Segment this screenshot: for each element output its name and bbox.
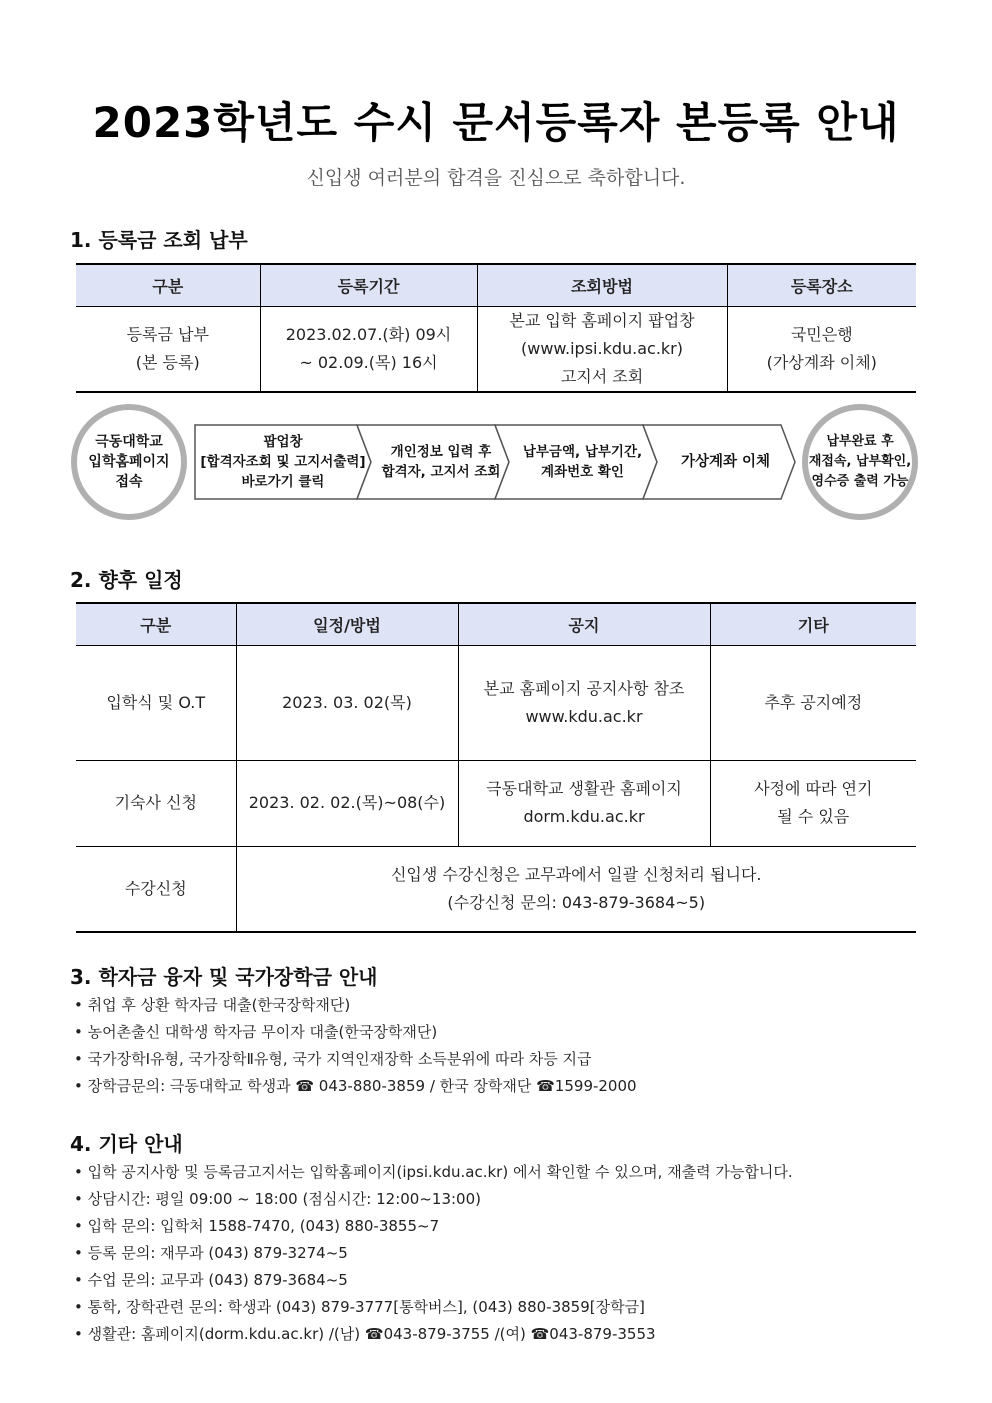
cell-type: 수강신청 (76, 846, 236, 932)
list-item: • 농어촌출신 대학생 학자금 무이자 대출(한국장학재단) (74, 1023, 438, 1041)
page-subtitle: 신입생 여러분의 합격을 진심으로 축하합니다. (306, 167, 686, 189)
list-item: • 국가장학Ⅰ유형, 국가장학Ⅱ유형, 국가 지역인재장학 소득분위에 따라 차등 지급 (74, 1050, 592, 1068)
flow-start-label: 극동대학교 입학홈페이지 접속 (88, 434, 170, 490)
flow-step2-label: 개인정보 입력 후 합격자, 고지서 조회 (381, 444, 501, 480)
flow-step1-label: 팝업창 [합격자조회 및 고지서출력] 바로가기 클릭 (200, 434, 366, 490)
cell-date: 2023. 03. 02(목) (236, 645, 458, 760)
cell-type: 등록금 납부 (본 등록) (76, 306, 260, 392)
cell-period: 2023.02.07.(화) 09시 ~ 02.09.(목) 16시 (260, 306, 477, 392)
page-title: 2023학년도 수시 문서등록자 본등록 안내 (92, 98, 900, 147)
section3-heading: 3. 학자금 융자 및 국가장학금 안내 (70, 965, 378, 989)
list-item: • 등록 문의: 재무과 (043) 879-3274~5 (74, 1244, 348, 1262)
scholarship-list (74, 992, 637, 1100)
header-schedule: 일정/방법 (236, 603, 458, 645)
header-period: 등록기간 (260, 264, 477, 306)
section2-heading: 2. 향후 일정 (70, 568, 183, 592)
cell-course-info: 신입생 수강신청은 교무과에서 일괄 신청처리 됩니다. (수강신청 문의: 043-879-3684~5) (236, 846, 916, 932)
list-item: • 상담시간: 평일 09:00 ~ 18:00 (점심시간: 12:00~13:00) (74, 1190, 481, 1208)
table-row (76, 645, 916, 760)
list-item: • 취업 후 상환 학자금 대출(한국장학재단) (74, 996, 351, 1014)
header-etc: 기타 (710, 603, 916, 645)
header-method: 조회방법 (477, 264, 727, 306)
cell-type: 기숙사 신청 (76, 760, 236, 846)
header-place: 등록장소 (727, 264, 916, 306)
payment-flow (70, 400, 920, 525)
flow-end-label: 납부완료 후 재접속, 납부확인, 영수증 출력 가능 (808, 434, 912, 489)
list-item: • 장학금문의: 극동대학교 학생과 ☎ 043-880-3859 / 한국 장학재단 ☎1599-2000 (74, 1077, 637, 1095)
header-type: 구분 (76, 603, 236, 645)
header-type: 구분 (76, 264, 260, 306)
table-row (76, 760, 916, 846)
flow-step4-label: 가상계좌 이체 (680, 454, 771, 470)
flow-step3-label: 납부금액, 납부기간, 계좌번호 확인 (522, 444, 643, 480)
cell-notice: 본교 홈페이지 공지사항 참조 www.kdu.ac.kr (458, 645, 710, 760)
section4-heading: 4. 기타 안내 (70, 1132, 183, 1156)
cell-date: 2023. 02. 02.(목)~08(수) (236, 760, 458, 846)
list-item: • 입학 문의: 입학처 1588-7470, (043) 880-3855~7 (74, 1217, 440, 1235)
section1-heading: 1. 등록금 조회 납부 (70, 228, 248, 252)
registration-table (76, 263, 916, 393)
cell-place: 국민은행 (가상계좌 이체) (727, 306, 916, 392)
header-notice: 공지 (458, 603, 710, 645)
cell-method: 본교 입학 홈페이지 팝업창 (www.ipsi.kdu.ac.kr) 고지서 조회 (477, 306, 727, 392)
list-item: • 수업 문의: 교무과 (043) 879-3684~5 (74, 1271, 348, 1289)
list-item: • 입학 공지사항 및 등록금고지서는 입학홈페이지(ipsi.kdu.ac.kr) 에서 확인할 수 있으며, 재출력 가능합니다. (74, 1163, 793, 1181)
cell-type: 입학식 및 O.T (76, 645, 236, 760)
schedule-table (76, 602, 916, 933)
other-info-list (74, 1159, 793, 1348)
table-row (76, 846, 916, 932)
list-item: • 통학, 장학관련 문의: 학생과 (043) 879-3777[통학버스], (043) 880-3859[장학금] (74, 1298, 645, 1316)
cell-etc: 사정에 따라 연기 될 수 있음 (710, 760, 916, 846)
list-item: • 생활관: 홈페이지(dorm.kdu.ac.kr) /(남) ☎043-879-3755 /(여) ☎043-879-3553 (74, 1325, 656, 1343)
cell-etc: 추후 공지예정 (710, 645, 916, 760)
cell-notice: 극동대학교 생활관 홈페이지 dorm.kdu.ac.kr (458, 760, 710, 846)
